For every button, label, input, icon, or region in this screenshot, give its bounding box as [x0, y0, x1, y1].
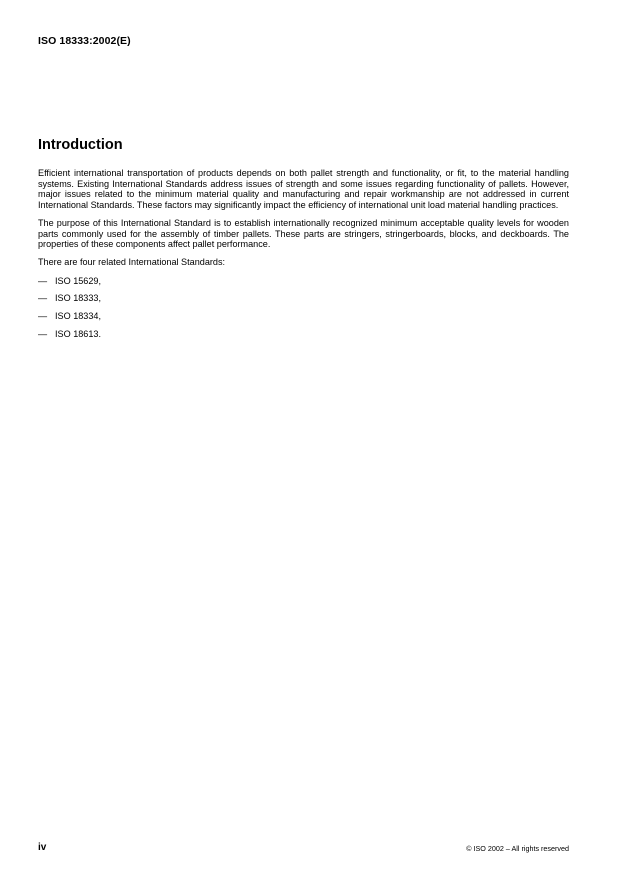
copyright-notice: © ISO 2002 – All rights reserved: [466, 844, 569, 853]
document-id: ISO 18333:2002(E): [38, 35, 131, 47]
paragraph-3: There are four related International Standards:: [38, 257, 226, 268]
list-marker: —: [38, 310, 48, 321]
list-item: [38, 311, 569, 322]
list-marker: —: [38, 328, 48, 339]
list-item-text: ISO 18334,: [55, 310, 102, 321]
list-item-text: ISO 18613.: [55, 328, 102, 339]
paragraph-2: The purpose of this International Standard is to establish internationally recognized minimum acceptable quality levels for wooden parts commonly used for the assembly of timber pallets. These parts are stringers, stringerboards, blocks, and deckboards. The properties of these components affect pallet performance.: [38, 217, 569, 250]
list-item-text: ISO 18333,: [55, 293, 102, 304]
list-item: [38, 329, 569, 340]
page-number: iv: [38, 842, 47, 853]
list-item: [38, 276, 569, 287]
paragraph-1: Efficient international transportation of products depends on both pallet strength and functionality, or fit, to the material handling systems. Existing International Standards address issues of strength and some issues regarding functionality of pallets. However, major issues related to the minimum material quality and manufacturing and repair workmanship are not addressed in current International Standards. These factors may significantly impact the efficiency of international unit load material handling practices.: [38, 168, 569, 210]
list-item-text: ISO 15629,: [55, 275, 102, 286]
section-body: [38, 168, 569, 346]
list-marker: —: [38, 275, 48, 286]
standards-list: [38, 276, 569, 340]
section-title: Introduction: [38, 137, 123, 153]
list-item: [38, 293, 569, 304]
list-marker: —: [38, 293, 48, 304]
